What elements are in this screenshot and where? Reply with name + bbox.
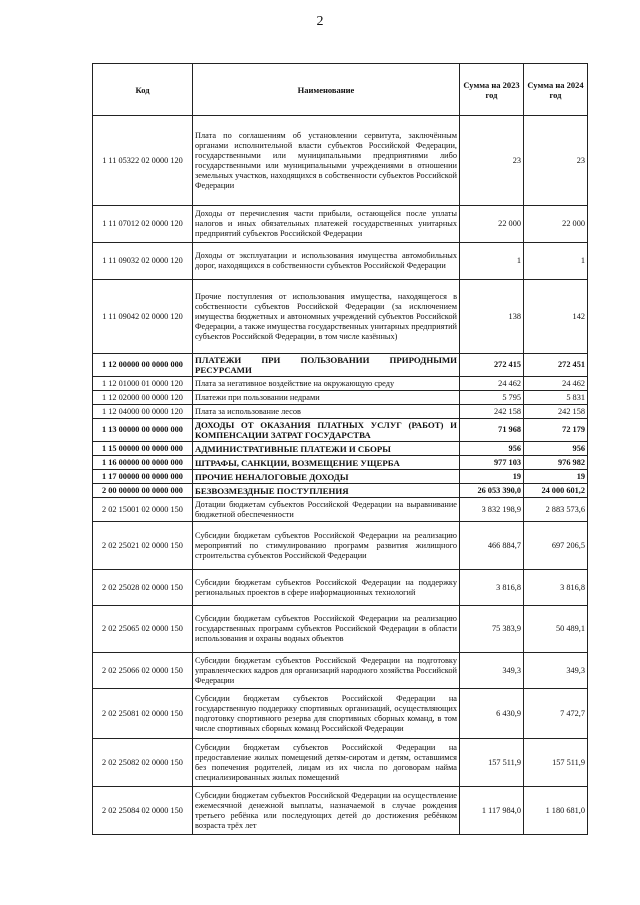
row-sum-2024: 23: [524, 116, 588, 206]
row-name: Субсидии бюджетам субъектов Российской Федерации на осуществление ежемесячной денежной выплаты, назначаемой в случае рождения третьего ребёнка или последующих детей до достижения ребёнком возраста трёх лет: [193, 787, 460, 835]
table-row: [93, 522, 588, 570]
row-code: 1 11 09032 02 0000 120: [93, 243, 193, 280]
row-sum-2023: 71 968: [460, 419, 524, 442]
row-sum-2023: 1 117 984,0: [460, 787, 524, 835]
row-sum-2024: 1 180 681,0: [524, 787, 588, 835]
row-sum-2024: 976 982: [524, 456, 588, 470]
row-sum-2023: 3 816,8: [460, 570, 524, 606]
table-header-row: [93, 64, 588, 116]
revenue-table: [92, 63, 588, 835]
table-row: [93, 116, 588, 206]
row-sum-2023: 157 511,9: [460, 739, 524, 787]
row-code: 2 00 00000 00 0000 000: [93, 484, 193, 498]
row-sum-2023: 272 415: [460, 354, 524, 377]
row-sum-2023: 349,3: [460, 653, 524, 689]
row-name: БЕЗВОЗМЕЗДНЫЕ ПОСТУПЛЕНИЯ: [193, 484, 460, 498]
table-row: [93, 606, 588, 653]
row-sum-2023: 26 053 390,0: [460, 484, 524, 498]
row-name: ПРОЧИЕ НЕНАЛОГОВЫЕ ДОХОДЫ: [193, 470, 460, 484]
row-sum-2024: 956: [524, 442, 588, 456]
row-code: 1 11 05322 02 0000 120: [93, 116, 193, 206]
row-name: ШТРАФЫ, САНКЦИИ, ВОЗМЕЩЕНИЕ УЩЕРБА: [193, 456, 460, 470]
row-sum-2024: 242 158: [524, 405, 588, 419]
table-row: [93, 442, 588, 456]
table-row: [93, 280, 588, 354]
table-row: [93, 470, 588, 484]
row-name: ДОХОДЫ ОТ ОКАЗАНИЯ ПЛАТНЫХ УСЛУГ (РАБОТ) И КОМПЕНСАЦИИ ЗАТРАТ ГОСУДАРСТВА: [193, 419, 460, 442]
row-name: Доходы от перечисления части прибыли, остающейся после уплаты налогов и иных обязательных платежей государственных унитарных предприятий субъектов Российской Федерации: [193, 206, 460, 243]
row-sum-2024: 5 831: [524, 391, 588, 405]
row-sum-2023: 5 795: [460, 391, 524, 405]
row-name: Прочие поступления от использования имущества, находящегося в собственности субъектов Российской Федерации (за исключением имущества бюджетных и автономных учреждений субъектов Российской Федерации, а также имущества государственных унитарных предприятий субъектов Российской Федерации, в том числе казённых): [193, 280, 460, 354]
header-sum-2023: Сумма на 2023 год: [460, 64, 524, 116]
header-code: Код: [93, 64, 193, 116]
row-code: 1 15 00000 00 0000 000: [93, 442, 193, 456]
row-sum-2023: 956: [460, 442, 524, 456]
row-name: Субсидии бюджетам субъектов Российской Федерации на реализацию мероприятий по стимулированию программ развития жилищного строительства субъектов Российской Федерации: [193, 522, 460, 570]
row-code: 1 11 07012 02 0000 120: [93, 206, 193, 243]
row-code: 2 02 25081 02 0000 150: [93, 689, 193, 739]
row-sum-2023: 977 103: [460, 456, 524, 470]
table-row: [93, 419, 588, 442]
row-code: 2 02 25084 02 0000 150: [93, 787, 193, 835]
table-row: [93, 739, 588, 787]
row-code: 1 12 04000 00 0000 120: [93, 405, 193, 419]
row-sum-2024: 272 451: [524, 354, 588, 377]
row-code: 1 11 09042 02 0000 120: [93, 280, 193, 354]
table-row: [93, 456, 588, 470]
row-name: Субсидии бюджетам субъектов Российской Федерации на предоставление жилых помещений детям-сиротам и детям, оставшимся без попечения родителей, лицам из их числа по договорам найма специализированных жилых помещений: [193, 739, 460, 787]
row-sum-2023: 242 158: [460, 405, 524, 419]
row-sum-2024: 72 179: [524, 419, 588, 442]
row-sum-2023: 138: [460, 280, 524, 354]
row-sum-2024: 24 000 601,2: [524, 484, 588, 498]
table-row: [93, 653, 588, 689]
table-row: [93, 689, 588, 739]
row-sum-2024: 157 511,9: [524, 739, 588, 787]
row-code: 1 16 00000 00 0000 000: [93, 456, 193, 470]
row-name: Субсидии бюджетам субъектов Российской Федерации на подготовку управленческих кадров для организаций народного хозяйства Российской Федерации: [193, 653, 460, 689]
header-name: Наименование: [193, 64, 460, 116]
row-code: 2 02 25021 02 0000 150: [93, 522, 193, 570]
row-code: 1 17 00000 00 0000 000: [93, 470, 193, 484]
row-sum-2023: 22 000: [460, 206, 524, 243]
row-name: Дотации бюджетам субъектов Российской Федерации на выравнивание бюджетной обеспеченности: [193, 498, 460, 522]
row-code: 2 02 25082 02 0000 150: [93, 739, 193, 787]
table-row: [93, 354, 588, 377]
row-name: Платежи при пользовании недрами: [193, 391, 460, 405]
row-code: 1 12 00000 00 0000 000: [93, 354, 193, 377]
table-row: [93, 405, 588, 419]
row-sum-2024: 1: [524, 243, 588, 280]
row-sum-2024: 7 472,7: [524, 689, 588, 739]
row-code: 2 02 25065 02 0000 150: [93, 606, 193, 653]
table-row: [93, 206, 588, 243]
row-sum-2024: 3 816,8: [524, 570, 588, 606]
row-name: ПЛАТЕЖИ ПРИ ПОЛЬЗОВАНИИ ПРИРОДНЫМИ РЕСУРСАМИ: [193, 354, 460, 377]
row-sum-2023: 75 383,9: [460, 606, 524, 653]
page-number: 2: [316, 14, 324, 29]
row-code: 1 13 00000 00 0000 000: [93, 419, 193, 442]
row-sum-2023: 19: [460, 470, 524, 484]
row-name: Субсидии бюджетам субъектов Российской Федерации на поддержку региональных проектов в сфере информационных технологий: [193, 570, 460, 606]
row-sum-2024: 697 206,5: [524, 522, 588, 570]
row-sum-2023: 6 430,9: [460, 689, 524, 739]
row-sum-2023: 24 462: [460, 377, 524, 391]
table-row: [93, 570, 588, 606]
row-name: Субсидии бюджетам субъектов Российской Федерации на реализацию государственных программ субъектов Российской Федерации в области использования и охраны водных объектов: [193, 606, 460, 653]
header-sum-2024: Сумма на 2024 год: [524, 64, 588, 116]
row-sum-2024: 142: [524, 280, 588, 354]
row-name: Плата за негативное воздействие на окружающую среду: [193, 377, 460, 391]
table-row: [93, 243, 588, 280]
row-sum-2024: 19: [524, 470, 588, 484]
row-sum-2023: 1: [460, 243, 524, 280]
row-sum-2024: 349,3: [524, 653, 588, 689]
row-name: АДМИНИСТРАТИВНЫЕ ПЛАТЕЖИ И СБОРЫ: [193, 442, 460, 456]
row-code: 1 12 02000 00 0000 120: [93, 391, 193, 405]
row-name: Плата по соглашениям об установлении сервитута, заключённым органами исполнительной власти субъектов Российской Федерации, государственными или муниципальными предприятиями либо государственными или муниципальными учреждениями в отношении земельных участков, находящихся в собственности субъектов Российской Федерации: [193, 116, 460, 206]
row-name: Плата за использование лесов: [193, 405, 460, 419]
row-sum-2023: 466 884,7: [460, 522, 524, 570]
row-sum-2023: 23: [460, 116, 524, 206]
row-name: Субсидии бюджетам субъектов Российской Федерации на государственную поддержку спортивных организаций, осуществляющих подготовку спортивного резерва для спортивных сборных команд, в том числе спортивных сборных команд Российской Федерации: [193, 689, 460, 739]
row-code: 2 02 25066 02 0000 150: [93, 653, 193, 689]
row-sum-2024: 2 883 573,6: [524, 498, 588, 522]
row-sum-2024: 24 462: [524, 377, 588, 391]
row-sum-2024: 22 000: [524, 206, 588, 243]
table-row: [93, 391, 588, 405]
row-code: 2 02 25028 02 0000 150: [93, 570, 193, 606]
table-row: [93, 484, 588, 498]
row-code: 2 02 15001 02 0000 150: [93, 498, 193, 522]
row-name: Доходы от эксплуатации и использования имущества автомобильных дорог, находящихся в собственности субъектов Российской Федерации: [193, 243, 460, 280]
table-row: [93, 377, 588, 391]
table-row: [93, 787, 588, 835]
row-code: 1 12 01000 01 0000 120: [93, 377, 193, 391]
row-sum-2024: 50 489,1: [524, 606, 588, 653]
row-sum-2023: 3 832 198,9: [460, 498, 524, 522]
table-row: [93, 498, 588, 522]
